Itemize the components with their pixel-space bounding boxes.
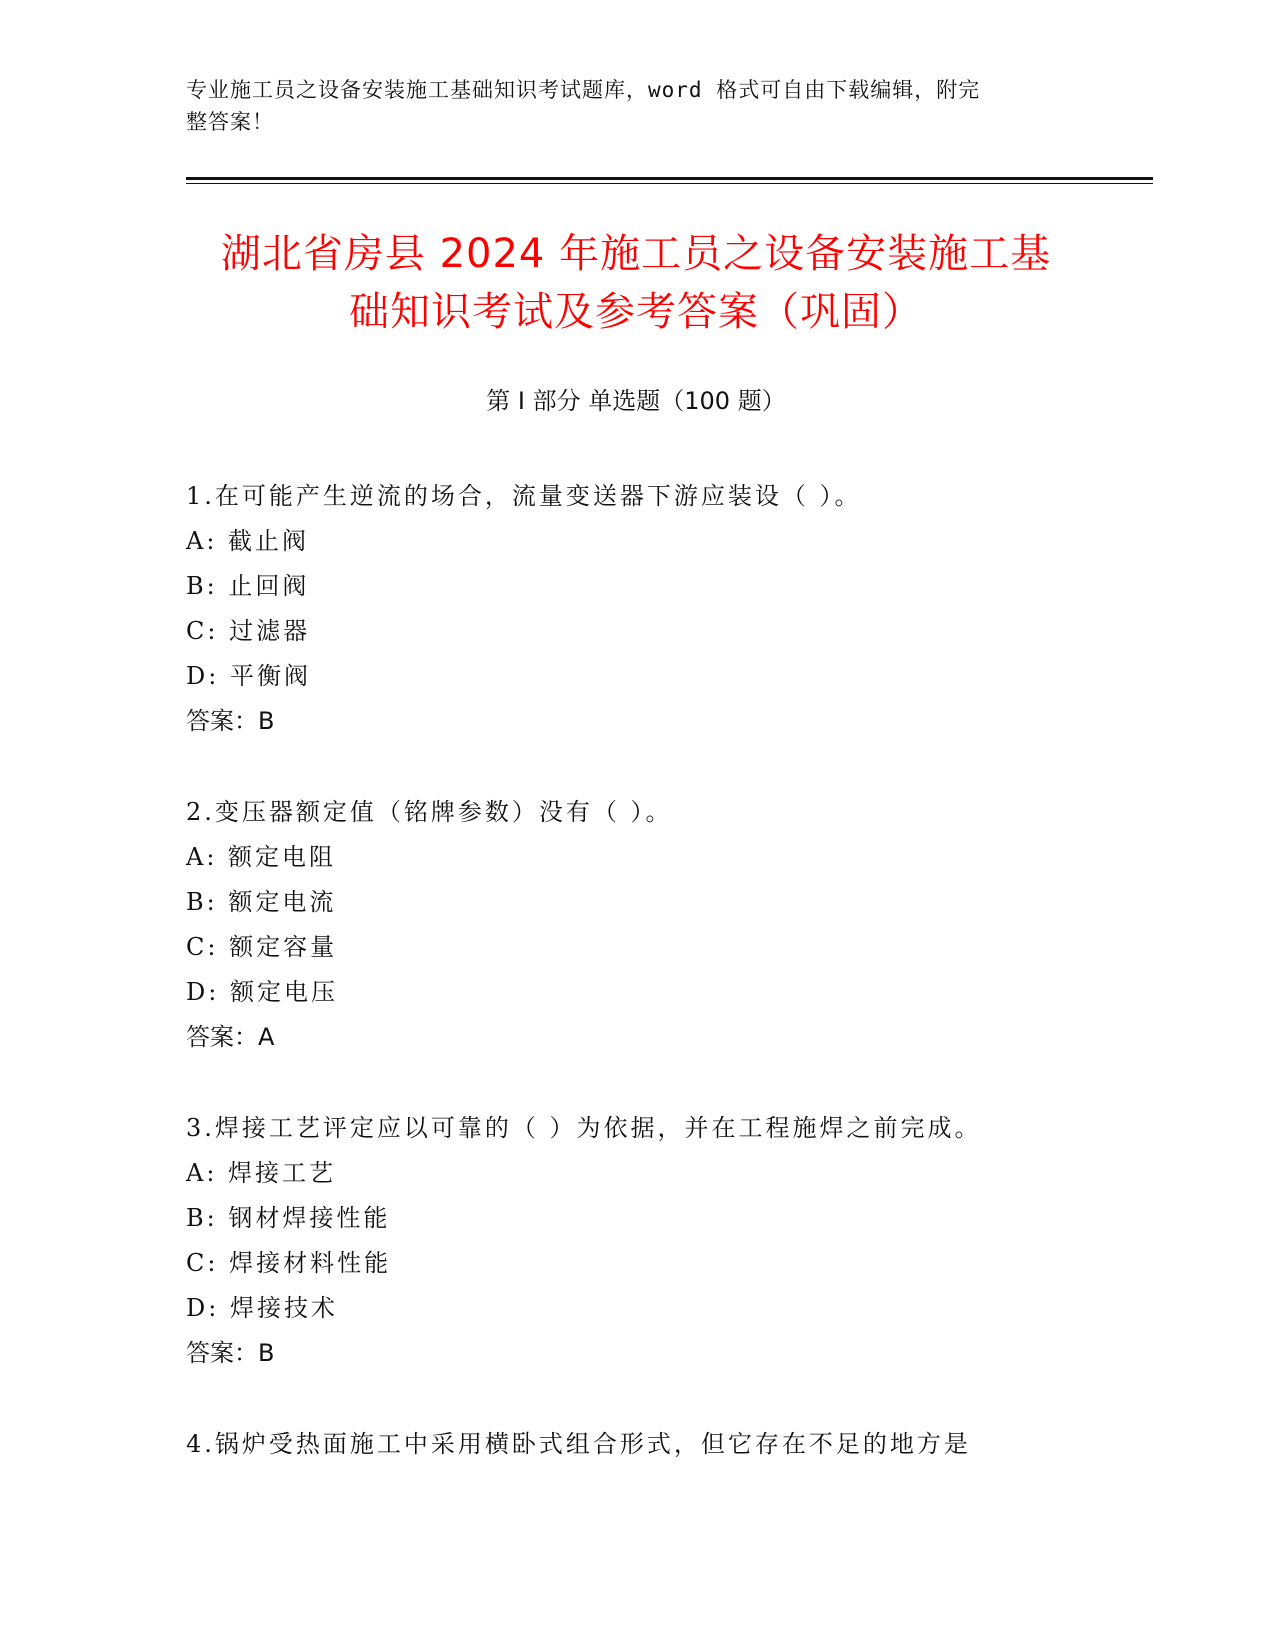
option-c: C: 额定容量: [186, 933, 338, 961]
option-b: B: 额定电流: [186, 888, 337, 916]
header-note: [186, 74, 1066, 138]
document-title: [186, 225, 1086, 341]
question-2: [186, 790, 1126, 1060]
header-divider-thick: [186, 177, 1153, 180]
question-list: [186, 474, 1126, 1513]
question-3: [186, 1106, 1126, 1376]
option-b: B: 止回阀: [186, 572, 310, 600]
option-d: D: 焊接技术: [186, 1294, 338, 1322]
question-1: [186, 474, 1126, 744]
question-stem: 3.焊接工艺评定应以可靠的（ ）为依据，并在工程施焊之前完成。: [186, 1114, 982, 1142]
option-d: D: 额定电压: [186, 978, 338, 1006]
question-stem: 2.变压器额定值（铭牌参数）没有（ ）。: [186, 798, 673, 826]
header-note-line-1: 专业施工员之设备安装施工基础知识考试题库，word 格式可自由下载编辑，附完: [186, 78, 981, 102]
answer-line: 答案：B: [186, 707, 275, 735]
option-a: A: 焊接工艺: [186, 1159, 337, 1187]
option-c: C: 过滤器: [186, 617, 311, 645]
answer-line: 答案：A: [186, 1023, 275, 1051]
header-divider-thin: [186, 183, 1153, 184]
document-title-line-1: 湖北省房县 2024 年施工员之设备安装施工基: [220, 231, 1052, 277]
question-stem: 1.在可能产生逆流的场合，流量变送器下游应装设（ ）。: [186, 482, 862, 510]
option-c: C: 焊接材料性能: [186, 1249, 392, 1277]
option-b: B: 钢材焊接性能: [186, 1204, 391, 1232]
answer-line: 答案：B: [186, 1339, 275, 1367]
option-d: D: 平衡阀: [186, 662, 311, 690]
option-a: A: 额定电阻: [186, 843, 337, 871]
question-stem: 4.锅炉受热面施工中采用横卧式组合形式，但它存在不足的地方是: [186, 1430, 971, 1458]
document-title-line-2: 础知识考试及参考答案（巩固）: [349, 289, 923, 335]
section-heading: 第 I 部分 单选题（100 题）: [486, 387, 786, 415]
question-4: [186, 1422, 1126, 1467]
option-a: A: 截止阀: [186, 527, 310, 555]
header-note-line-2: 整答案！: [186, 110, 274, 134]
